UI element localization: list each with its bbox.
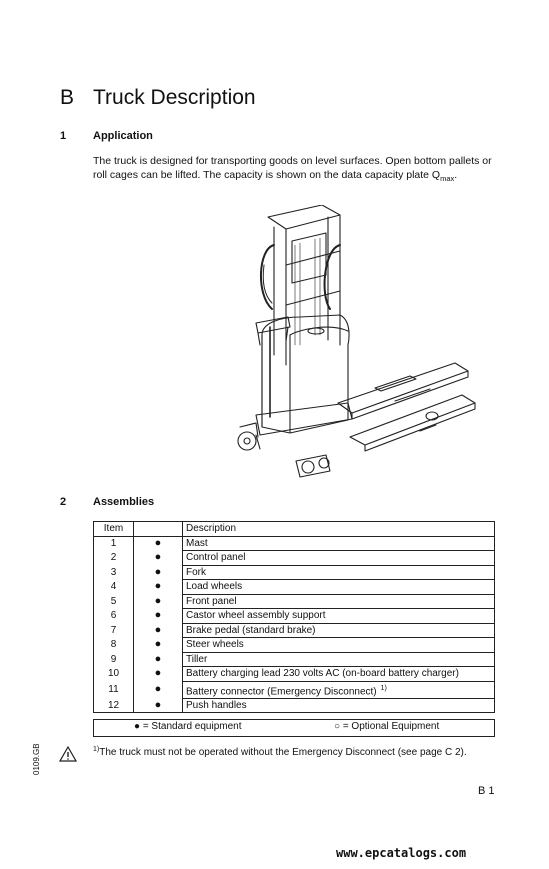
row-description-text: Push handles	[186, 700, 247, 712]
row-description-text: Front panel	[186, 595, 237, 607]
header-item: Item	[94, 522, 134, 537]
table-row	[94, 698, 495, 713]
row-description-text: Control panel	[186, 552, 246, 564]
row-item-number: 8	[94, 638, 134, 653]
header-equipment	[134, 522, 183, 537]
row-description	[183, 580, 495, 595]
row-item-number: 10	[94, 667, 134, 682]
row-description	[183, 652, 495, 667]
table-row	[94, 565, 495, 580]
table-row	[94, 609, 495, 624]
standard-equipment-bullet: ●	[134, 623, 183, 638]
footnote-reference: 1)	[380, 684, 387, 692]
row-item-number: 2	[94, 551, 134, 566]
row-description-text: Fork	[186, 566, 206, 578]
row-description	[183, 551, 495, 566]
row-item-number: 9	[94, 652, 134, 667]
row-description-text: Battery charging lead 230 volts AC (on-board battery charger)	[186, 668, 459, 680]
table-row	[94, 551, 495, 566]
table-row	[94, 580, 495, 595]
chapter-title: Truck Description	[93, 86, 256, 109]
table-row	[94, 667, 495, 682]
standard-equipment-bullet: ●	[134, 565, 183, 580]
row-description	[183, 565, 495, 580]
watermark-text: www.epcatalogs.com	[336, 846, 467, 860]
table-row	[94, 652, 495, 667]
standard-equipment-bullet: ●	[134, 681, 183, 698]
chapter-letter: B	[60, 86, 75, 109]
row-description	[183, 594, 495, 609]
row-description-text: Mast	[186, 537, 208, 549]
standard-equipment-bullet: ●	[134, 594, 183, 609]
document-number: 0109.GB	[32, 743, 41, 775]
header-description: Description	[183, 522, 495, 537]
table-row	[94, 681, 495, 698]
row-item-number: 5	[94, 594, 134, 609]
standard-equipment-bullet: ●	[134, 638, 183, 653]
row-description-text: Brake pedal (standard brake)	[186, 624, 316, 636]
section-2-title: Assemblies	[93, 496, 155, 508]
standard-equipment-bullet: ●	[134, 698, 183, 713]
capacity-subscript: max	[440, 174, 455, 183]
page-number: B 1	[478, 785, 495, 797]
standard-equipment-bullet: ●	[134, 652, 183, 667]
row-item-number: 11	[94, 681, 134, 698]
section-1-number: 1	[60, 130, 67, 142]
row-item-number: 6	[94, 609, 134, 624]
assemblies-table	[93, 521, 495, 713]
table-row	[94, 536, 495, 551]
row-description	[183, 667, 495, 682]
row-description	[183, 536, 495, 551]
row-item-number: 4	[94, 580, 134, 595]
row-description	[183, 638, 495, 653]
application-paragraph	[93, 154, 503, 182]
row-description	[183, 623, 495, 638]
standard-equipment-bullet: ●	[134, 536, 183, 551]
legend-standard: ● = Standard equipment	[134, 721, 242, 732]
table-row	[94, 623, 495, 638]
standard-equipment-bullet: ●	[134, 551, 183, 566]
row-item-number: 12	[94, 698, 134, 713]
section-1-title: Application	[93, 130, 153, 142]
standard-equipment-bullet: ●	[134, 667, 183, 682]
row-description-text: Steer wheels	[186, 639, 244, 651]
row-item-number: 3	[94, 565, 134, 580]
footnote	[93, 747, 467, 758]
table-row	[94, 638, 495, 653]
standard-equipment-bullet: ●	[134, 580, 183, 595]
table-row	[94, 594, 495, 609]
row-description-text: Tiller	[186, 653, 208, 665]
warning-triangle-icon	[59, 746, 77, 762]
application-text-end: .	[454, 169, 458, 181]
row-description	[183, 681, 495, 698]
row-description-text: Castor wheel assembly support	[186, 610, 326, 622]
row-item-number: 1	[94, 536, 134, 551]
row-description	[183, 698, 495, 713]
table-header-row	[94, 522, 495, 537]
row-description-text: Load wheels	[186, 581, 243, 593]
row-item-number: 7	[94, 623, 134, 638]
legend-optional: ○ = Optional Equipment	[334, 721, 440, 732]
footnote-text: The truck must not be operated without the Emergency Disconnect (see page C 2).	[99, 747, 467, 758]
standard-equipment-bullet: ●	[134, 609, 183, 624]
footnote-marker: 1)	[93, 746, 100, 753]
row-description	[183, 609, 495, 624]
section-2-number: 2	[60, 496, 67, 508]
pallet-stacker-illustration	[200, 205, 480, 480]
equipment-legend	[93, 719, 495, 737]
row-description-text: Battery connector (Emergency Disconnect)	[186, 685, 377, 697]
application-text: The truck is designed for transporting goods on level surfaces. Open bottom pallets or roll cages can be lifted. The capacity is shown on the data capacity plate Q	[93, 155, 492, 181]
